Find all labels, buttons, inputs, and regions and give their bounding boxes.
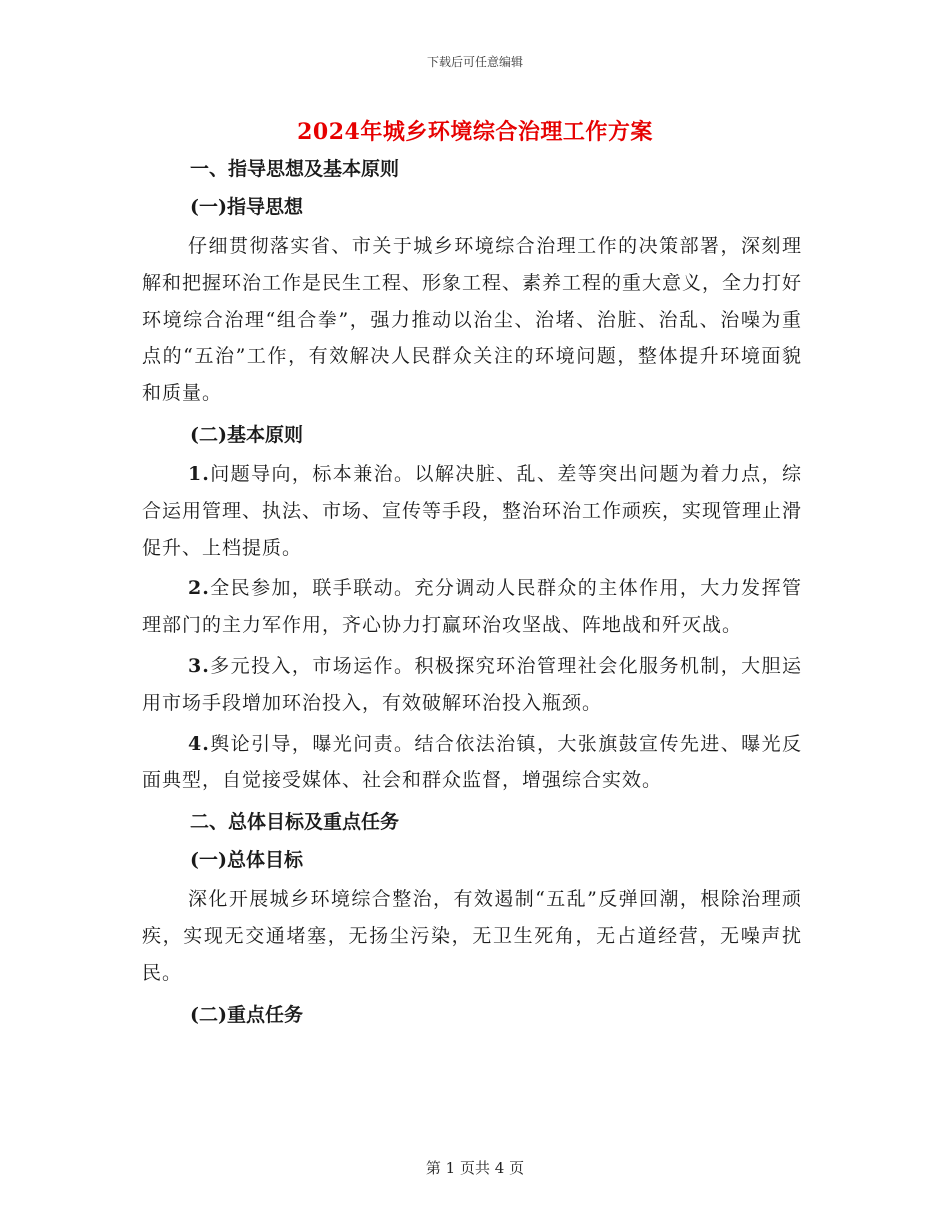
principle-item-3 (142, 648, 802, 722)
subsection-heading-basic-principles: (二)基本原则 (190, 423, 303, 446)
principle-item-1 (142, 456, 802, 566)
subsection-heading-key-tasks: (二)重点任务 (190, 1003, 303, 1026)
page-footer: 第 1 页共 4 页 (425, 1159, 525, 1177)
principle-number: 2. (188, 577, 210, 600)
principle-item-4 (142, 726, 802, 800)
paragraph-overall-goals: 深化开展城乡环境综合整治，有效遏制“五乱”反弹回潮，根除治理顽疾，实现无交通堵塞，无扬尘污染，无卫生死角，无占道经营，无噪声扰民。 (142, 888, 802, 984)
principle-text: 问题导向，标本兼治。以解决脏、乱、差等突出问题为着力点，综合运用管理、执法、市场、宣传等手段，整治环治工作顽疾，实现管理止滑促升、上档提质。 (142, 462, 803, 559)
principle-number: 1. (188, 462, 210, 485)
section-heading-1: 一、指导思想及基本原则 (190, 158, 400, 180)
principle-number: 3. (188, 654, 210, 677)
section-heading-2: 二、总体目标及重点任务 (190, 811, 400, 834)
principle-text: 多元投入，市场运作。积极探究环治管理社会化服务机制，大胆运用市场手段增加环治投入，有效破解环治投入瓶颈。 (142, 654, 802, 714)
principle-number: 4. (188, 732, 210, 755)
document-body (142, 150, 802, 1034)
document-title: 2024年城乡环境综合治理工作方案 (297, 119, 653, 145)
page-header: 下载后可任意编辑 (426, 55, 523, 69)
paragraph-guiding-ideology: 仔细贯彻落实省、市关于城乡环境综合治理工作的决策部署，深刻理解和把握环治工作是民生工程、形象工程、素养工程的重大意义，全力打好环境综合治理“组合拳”，强力推动以治尘、治堵、治脏、治乱、治噪为重点的“五治”工作，有效解决人民群众关注的环境问题，整体提升环境面貌和质量。 (142, 235, 803, 405)
subsection-heading-guiding-ideology: (一)指导思想 (190, 196, 303, 218)
subsection-heading-overall-goals: (一)总体目标 (190, 849, 303, 872)
principle-text: 全民参加，联手联动。充分调动人民群众的主体作用，大力发挥管理部门的主力军作用，齐心协力打赢环治攻坚战、阵地战和歼灭战。 (142, 577, 802, 637)
principle-text: 舆论引导，曝光问责。结合依法治镇，大张旗鼓宣传先进、曝光反面典型，自觉接受媒体、社会和群众监督，增强综合实效。 (142, 732, 802, 792)
principle-item-2 (142, 570, 802, 644)
